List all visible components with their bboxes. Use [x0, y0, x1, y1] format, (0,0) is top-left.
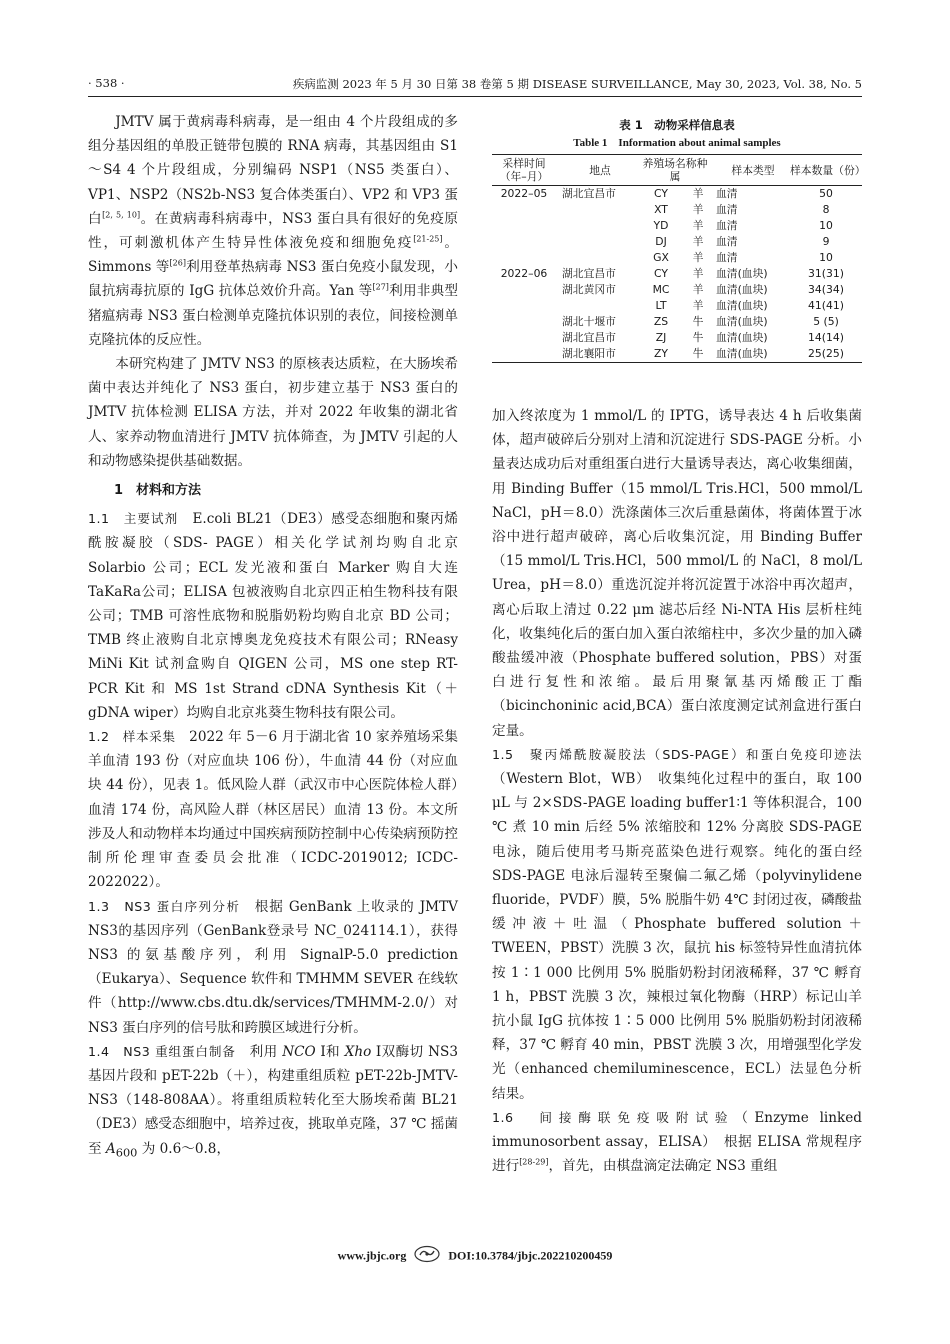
cell-farm: LT — [655, 299, 667, 312]
subsection-heading: 1.2 样本采集 — [88, 729, 176, 745]
subsection-1-1: 1.1 主要试剂 E.coli BL21（DE3）感受态细胞和聚丙烯酰胺凝胶（SDS- PAGE）相关化学试剂均购自北京 Solarbio 公司；ECL 发光液和蛋白 Marker 购自大连 TaKaRa公司；ELISA 包被液购自北京四正柏生物科技有限公司；TMB 可溶性底物和脱脂奶粉均购自北京 BD 公司；TMB 终止液购自北京博奥龙免疫技术有限公司；RNeasy MiNi Kit 试剂盒购自 QIGEN 公司，MS one step RT-PCR Kit 和 MS 1st Strand cDNA Synthesis Kit（＋gDNA wiper）均购自北京兆葵生物科技有限公司。 — [88, 511, 459, 721]
right-column — [492, 404, 862, 1179]
cell-farm: CY — [654, 267, 668, 280]
table-row — [492, 330, 862, 346]
table-row — [492, 202, 862, 218]
subsection-1-6: 1.6 间接酶联免疫吸附试验（Enzyme linked immunosorbent assay，ELISA） 根据 ELISA 常规程序进行[28-29]，首先，由棋盘滴定法确定 NS3 重组 — [492, 1109, 862, 1175]
cell-species: 羊 — [692, 187, 704, 200]
cell-time — [492, 314, 556, 330]
page-footer — [0, 1245, 950, 1267]
cell-type: 血清(血块) — [716, 299, 768, 312]
methods-paragraph: 加入终浓度为 1 mmol/L 的 IPTG，诱导表达 4 h 后收集菌体，超声破碎后分别对上清和沉淀进行 SDS-PAGE 分析。小量表达成功后对重组蛋白进行大量诱导表达，离心收集细菌，用 Binding Buffer（15 mmol/L Tris.HCl，500 mmol/L NaCl，pH＝8.0）洗涤菌体三次后重悬菌体，将菌体置于冰浴中进行超声破碎，离心后收集沉淀，用 Binding Buffer（15 mmol/L Tris.HCl，500 mmol/L 的 NaCl，8 mol/L Urea，pH＝8.0）重选沉淀并将沉淀置于冰浴中再次超声，离心后取上清过 0.22 μm 滤芯后经 Ni-NTA His 层析柱纯化，收集纯化后的蛋白加入蛋白浓缩柱中，多次少量的加入磷酸盐缓冲液（Phosphate buffered solution，PBS）对蛋白进行复性和浓缩。最后用聚氰基丙烯酸正丁酯（bicinchoninic acid,BCA）蛋白浓度测定试剂盒进行蛋白定量。 — [492, 408, 862, 739]
cell-species: 羊 — [692, 235, 704, 248]
cell-farm: YD — [653, 219, 669, 232]
table-title-en: Table 1 Information about animal samples — [573, 137, 781, 149]
cell-type: 血清(血块) — [716, 283, 768, 296]
cell-farm: ZJ — [655, 331, 667, 344]
cell-farm: GX — [653, 251, 669, 264]
cell-type: 血清 — [716, 187, 738, 200]
citation: [21-25] — [413, 234, 443, 244]
header-rule — [88, 96, 862, 97]
table-row — [492, 346, 862, 363]
cell-count: 31(31) — [808, 267, 844, 280]
cell-farm: XT — [654, 203, 668, 216]
cell-time — [492, 282, 556, 298]
page-number: · 538 · — [88, 76, 125, 90]
table-row — [492, 218, 862, 234]
cell-place: 湖北宜昌市 — [562, 187, 616, 200]
cell-count: 10 — [819, 251, 833, 264]
table-row — [492, 266, 862, 282]
animal-sample-table — [492, 154, 866, 363]
cell-count: 34(34) — [808, 283, 844, 296]
header-place: 地点 — [589, 163, 611, 177]
left-column — [88, 110, 458, 1164]
cell-species: 羊 — [692, 283, 704, 296]
cell-place: 湖北黄冈市 — [562, 283, 616, 296]
cell-time — [492, 346, 556, 363]
cell-species: 羊 — [692, 219, 704, 232]
cell-place: 湖北宜昌市 — [562, 267, 616, 280]
cell-type: 血清 — [716, 251, 738, 264]
subsection-1-2: 1.2 样本采集 2022 年 5－6 月于湖北省 10 家养殖场采集羊血清 193 份（对应血块 106 份），牛血清 44 份（对应血块 44 份），见表 1。低风险人群（武汉市中心医院体检人群）血清 174 份，高风险人群（林区居民）血清 13 份。本文所涉及人和动物样本均通过中国疾病预防控制中心传染病预防控制所伦理审查委员会批准（ICDC-2019012; ICDC-2022022）。 — [88, 729, 459, 891]
cell-farm: ZS — [653, 315, 669, 328]
journal-citation: 疾病监测 2023 年 5 月 30 日第 38 卷第 5 期 DISEASE SURVEILLANCE, May 30, 2023, Vol. 38, No. 5 — [292, 77, 862, 91]
cell-species: 牛 — [692, 331, 704, 344]
cell-type: 血清 — [716, 203, 738, 216]
cell-count: 10 — [819, 219, 833, 232]
cell-species: 牛 — [692, 347, 704, 360]
cell-type: 血清(血块) — [716, 315, 768, 328]
table-row — [492, 250, 862, 266]
journal-logo-icon — [413, 1245, 441, 1267]
citation: [27] — [372, 282, 389, 292]
footer-url: www.jbjc.org — [337, 1248, 407, 1263]
subsection-heading: 1.3 NS3 蛋白序列分析 — [88, 898, 241, 914]
cell-time — [492, 298, 556, 314]
table-row — [492, 186, 862, 203]
cell-farm: DJ — [655, 235, 667, 248]
cell-place — [556, 234, 638, 250]
cell-place — [556, 218, 638, 234]
citation: [28-29] — [519, 1157, 549, 1167]
cell-species: 羊 — [692, 267, 704, 280]
subsection-1-3: 1.3 NS3 蛋白序列分析 根据 GenBank 上收录的 JMTV NS3的基因序列（GenBank登录号 NC_024114.1），获得 NS3 的氨基酸序列，利用 SignalP-5.0 prediction（Eukarya）、Sequence 软件和 TMHMM SEVER 在线软件（http://www.cbs.dtu.dk/services/TMHMM-2.0/）对 NS3 蛋白序列的信号肽和跨膜区域进行分析。 — [88, 898, 458, 1036]
cell-time — [492, 330, 556, 346]
table-1 — [492, 116, 866, 363]
cell-species: 羊 — [692, 251, 704, 264]
subsection-heading: 1.6 间接酶联免疫吸附试验 — [492, 1109, 735, 1125]
cell-count: 14(14) — [808, 331, 844, 344]
table-title-cn: 表 1 动物采样信息表 — [619, 118, 735, 132]
cell-type: 血清(血块) — [716, 347, 768, 360]
table-row — [492, 298, 862, 314]
cell-count: 8 — [822, 203, 830, 216]
table-row — [492, 282, 862, 298]
cell-count: 5 (5) — [813, 315, 839, 328]
table-header-row — [492, 155, 862, 186]
cell-count: 41(41) — [808, 299, 844, 312]
cell-species: 羊 — [692, 203, 704, 216]
cell-count: 9 — [822, 235, 830, 248]
cell-farm: ZY — [654, 347, 668, 360]
cell-species: 牛 — [692, 315, 704, 328]
header-farm-species: 养殖场名称种属 — [642, 157, 708, 183]
cell-type: 血清 — [716, 219, 738, 232]
section-heading: 1 材料和方法 — [114, 483, 202, 499]
subsection-heading: 1.1 主要试剂 — [88, 511, 179, 527]
cell-place: 湖北十堰市 — [562, 315, 616, 328]
subsection-1-5: 1.5 聚丙烯酰胺凝胶法（SDS-PAGE）和蛋白免疫印迹法（Western Blot，WB） 收集纯化过程中的蛋白，取 100 μL 与 2×SDS-PAGE loading buffer1∶1 等体积混合，100 ℃ 煮 10 min 后经 5% 浓缩胶和 12% 分离胶 SDS-PAGE 电泳，随后使用考马斯亮蓝染色进行观察。纯化的蛋白经 SDS-PAGE 电泳后湿转至聚偏二氟乙烯（polyvinylidene fluoride，PVDF）膜，5% 脱脂牛奶 4℃ 封闭过夜，磷酸盐缓冲液＋吐温（Phosphate buffered solution＋TWEEN，PBST）洗膜 3 次，鼠抗 his 标签特异性血清抗体按 1∶1 000 比例用 5% 脱脂奶粉封闭液稀释，37 ℃ 孵育 1 h，PBST 洗膜 3 次，辣根过氧化物酶（HRP）标记山羊抗小鼠 IgG 抗体按 1∶5 000 比例用 5% 脱脂奶粉封闭液稀释，37 ℃ 孵育 40 min，PBST 洗膜 3 次，用增强型化学发光（enhanced chemiluminescence，ECL）法显色分析结果。 — [492, 746, 862, 1102]
cell-time: 2022–06 — [500, 267, 548, 280]
cell-type: 血清(血块) — [716, 267, 768, 280]
citation: [26] — [169, 258, 186, 268]
cell-time — [492, 218, 556, 234]
cell-time — [492, 250, 556, 266]
header-count: 样本数量（份） — [790, 163, 866, 177]
cell-time — [492, 202, 556, 218]
cell-place — [556, 250, 638, 266]
cell-place: 湖北襄阳市 — [562, 347, 616, 360]
cell-species: 羊 — [692, 299, 704, 312]
subsection-heading: 1.4 NS3 重组蛋白制备 — [88, 1043, 236, 1059]
cell-place — [556, 202, 638, 218]
header-time: 采样时间（年–月） — [499, 157, 549, 183]
cell-farm: MC — [652, 283, 670, 296]
intro-paragraph-2: 本研究构建了 JMTV NS3 的原核表达质粒，在大肠埃希菌中表达并纯化了 NS3 蛋白，初步建立基于 NS3 蛋白的 JMTV 抗体检测 ELISA 方法，并对 2022 年收集的湖北省人、家养动物血清进行 JMTV 抗体筛查，为 JMTV 引起的人和动物感染提供基础数据。 — [88, 356, 458, 469]
table-row — [492, 234, 862, 250]
subsection-1-4: 1.4 NS3 重组蛋白制备 利用 NCO Ⅰ和 Xho Ⅰ双酶切 NS3 基因片段和 pET-22b（＋），构建重组质粒 pET-22b-JMTV-NS3（148-808AA）。将重组质粒转化至大肠埃希菌 BL21（DE3）感受态细胞中，培养过夜，挑取单克隆，37 ℃ 摇菌至 $A_{600}$ 为 0.6～0.8， — [88, 1043, 458, 1160]
cell-place — [556, 298, 638, 314]
footer-doi: DOI:10.3784/jbjc.202210200459 — [448, 1248, 613, 1263]
cell-count: 50 — [819, 187, 833, 200]
intro-paragraph-1: JMTV 属于黄病毒科病毒，是一组由 4 个片段组成的多组分基因组的单股正链带包膜的 RNA 病毒，其基因组由 S1～S4 4 个片段组成，分别编码 NSP1（NS5 类蛋白）、VP1、NSP2（NS2b-NS3 复合体类蛋白）、VP2 和 VP3 蛋白[2, 5, 10]。在黄病毒科病毒中，NS3 蛋白具有很好的免疫原性，可刺激机体产生特异性体液免疫和细胞免疫[21-25]。Simmons 等[26]利用登革热病毒 NS3 蛋白免疫小鼠发现，小鼠抗病毒抗原的 IgG 抗体总效价升高。Yan 等[27]利用非典型猪瘟病毒 NS3 蛋白检测单克隆抗体识别的表位，间接检测单克隆抗体的反应性。 — [88, 114, 459, 348]
cell-place: 湖北宜昌市 — [562, 331, 616, 344]
cell-count: 25(25) — [808, 347, 844, 360]
header-type: 样本类型 — [731, 163, 775, 177]
cell-farm: CY — [654, 187, 668, 200]
running-header — [88, 76, 862, 94]
cell-time — [492, 234, 556, 250]
subsection-heading: 1.5 聚丙烯酰胺凝胶法（SDS-PAGE）和蛋白免疫印迹法 — [492, 746, 862, 762]
cell-type: 血清 — [716, 235, 738, 248]
table-row — [492, 314, 862, 330]
cell-time: 2022–05 — [500, 187, 548, 200]
cell-type: 血清(血块) — [716, 331, 768, 344]
citation: [2, 5, 10] — [102, 210, 141, 220]
